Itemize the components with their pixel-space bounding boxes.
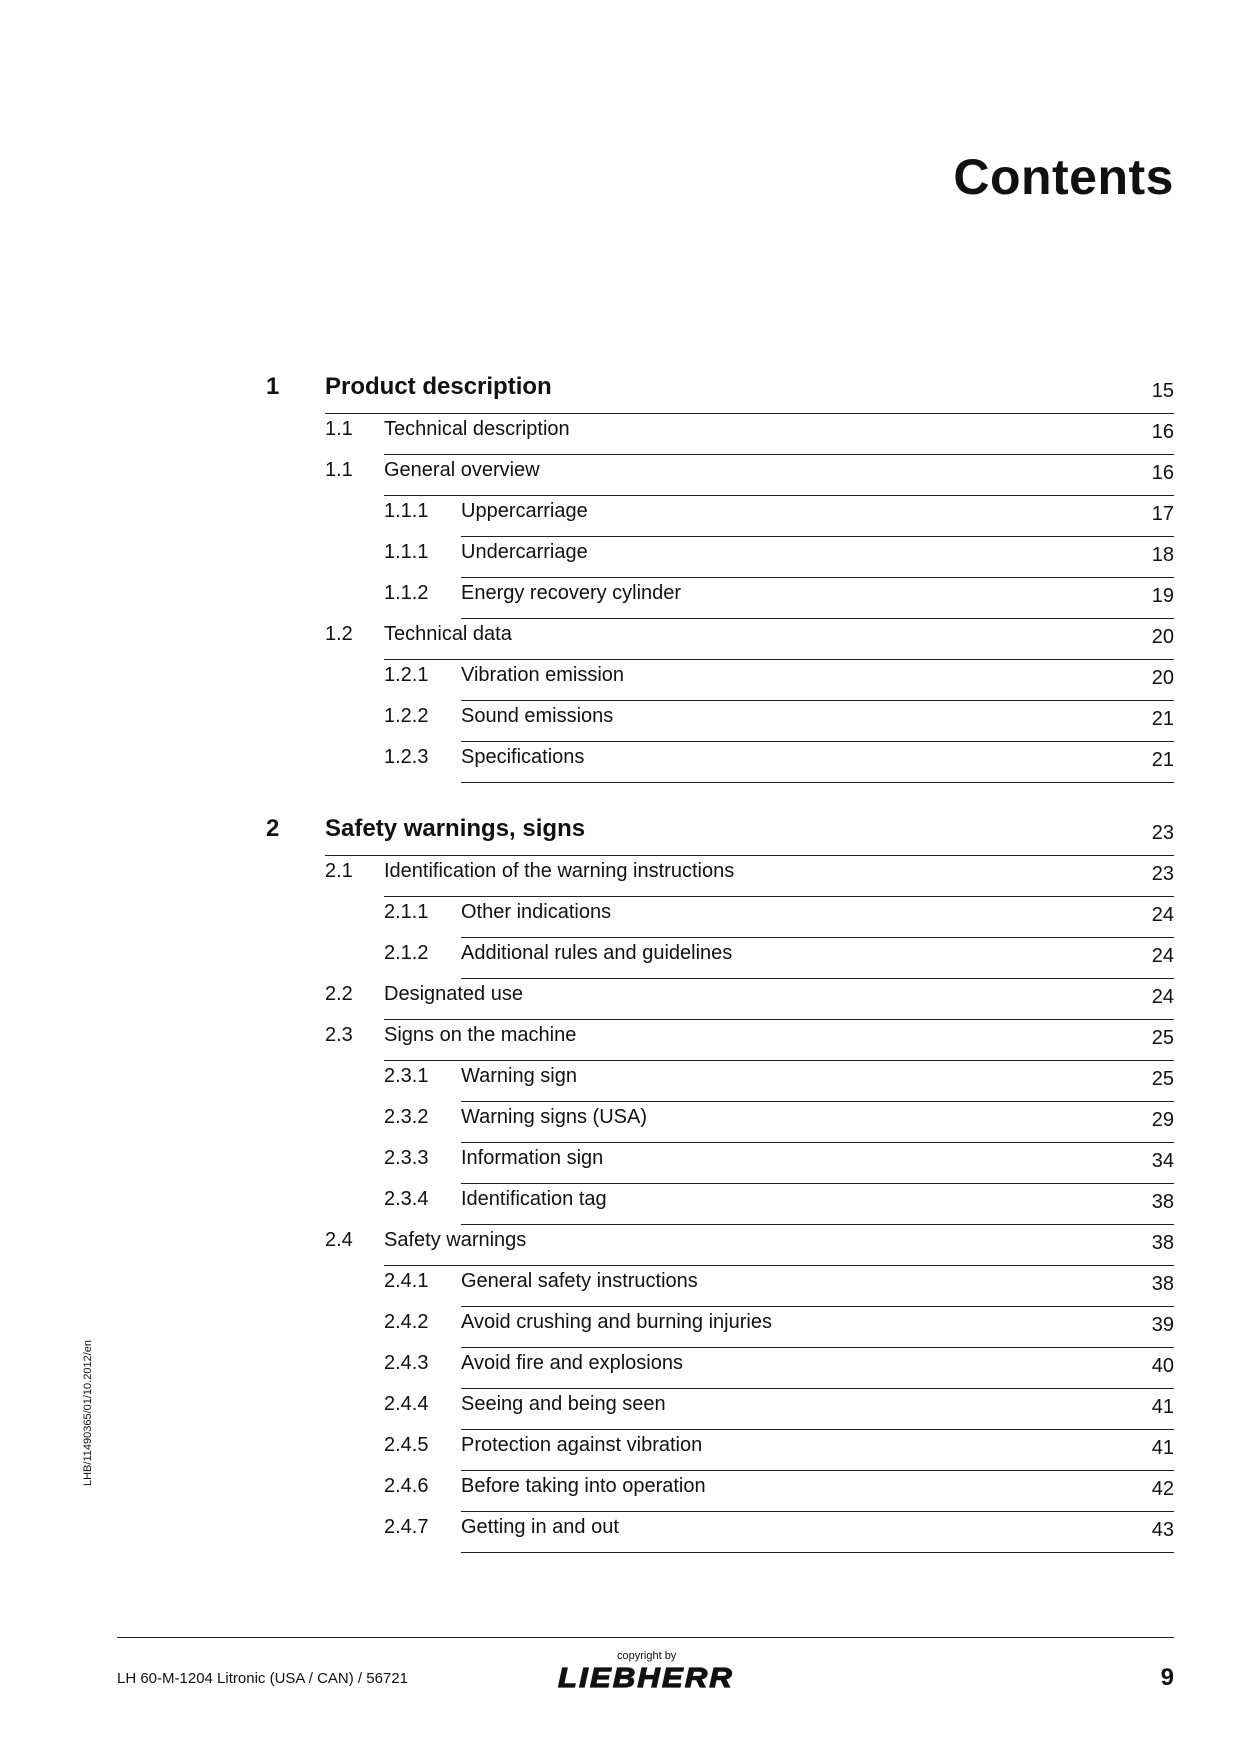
toc-entry[interactable] [0, 1431, 1241, 1471]
toc-page-number: 20 [1151, 667, 1174, 689]
toc-section-number: 2 [266, 815, 280, 842]
toc-underline [461, 1429, 1174, 1430]
toc-section-number: 1.1.2 [384, 582, 429, 604]
toc-section-title: Undercarriage [461, 541, 588, 563]
toc-page-number: 38 [1151, 1232, 1174, 1254]
toc-underline [461, 1306, 1174, 1307]
page-number: 9 [1160, 1664, 1174, 1691]
toc-page-number: 25 [1151, 1068, 1174, 1090]
toc-page-number: 29 [1151, 1109, 1174, 1131]
toc-section-number: 2.4.6 [384, 1475, 429, 1497]
toc-section-number: 1.1.1 [384, 500, 429, 522]
toc-underline [461, 1183, 1174, 1184]
toc-entry[interactable] [0, 1185, 1241, 1225]
toc-page-number: 21 [1151, 749, 1174, 771]
toc-underline [461, 1142, 1174, 1143]
toc-underline [461, 1101, 1174, 1102]
toc-entry[interactable] [0, 980, 1241, 1020]
toc-page-number: 41 [1151, 1437, 1174, 1459]
toc-underline [461, 577, 1174, 578]
svg-text:LIEBHERR: LIEBHERR [558, 1663, 734, 1693]
toc-section-number: 2.4.2 [384, 1311, 429, 1333]
toc-page-number: 40 [1151, 1355, 1174, 1377]
toc-section-number: 1.1 [325, 418, 353, 440]
toc-page-number: 17 [1151, 503, 1174, 525]
toc-section-title: General overview [384, 459, 540, 481]
toc-section-number: 2.3.2 [384, 1106, 429, 1128]
toc-underline [461, 1511, 1174, 1512]
toc-entry[interactable] [0, 1226, 1241, 1266]
toc-section-title: Warning signs (USA) [461, 1106, 647, 1128]
toc-section-title: Getting in and out [461, 1516, 619, 1538]
toc-page-number: 16 [1151, 462, 1174, 484]
toc-section-title: Energy recovery cylinder [461, 582, 682, 604]
toc-section-number: 2.4.4 [384, 1393, 429, 1415]
toc-section-title: Warning sign [461, 1065, 577, 1087]
toc-section-number: 1.1 [325, 459, 353, 481]
toc-entry[interactable] [0, 702, 1241, 742]
footer-document-reference: LH 60-M-1204 Litronic (USA / CAN) / 56721 [117, 1670, 408, 1687]
toc-section-number: 2.3 [325, 1024, 353, 1046]
toc-page-number: 18 [1151, 544, 1174, 566]
toc-underline [461, 1224, 1174, 1225]
toc-section-title: Identification of the warning instructions [384, 860, 735, 882]
toc-section-title: Safety warnings [384, 1229, 527, 1251]
toc-entry[interactable] [0, 1349, 1241, 1389]
toc-entry[interactable] [0, 1472, 1241, 1512]
toc-underline [461, 978, 1174, 979]
toc-page-number: 24 [1151, 986, 1174, 1008]
toc-section-title: Protection against vibration [461, 1434, 703, 1456]
toc-page-number: 24 [1151, 945, 1174, 967]
toc-entry[interactable] [0, 1144, 1241, 1184]
toc-section-title: Sound emissions [461, 705, 614, 727]
toc-section-number: 2.1 [325, 860, 353, 882]
toc-page-number: 39 [1151, 1314, 1174, 1336]
toc-page-number: 16 [1151, 421, 1174, 443]
toc-underline [384, 495, 1174, 496]
toc-entry[interactable] [0, 497, 1241, 537]
toc-underline [384, 896, 1174, 897]
toc-section-number: 2.2 [325, 983, 353, 1005]
toc-page-number: 19 [1151, 585, 1174, 607]
toc-entry[interactable] [0, 456, 1241, 496]
toc-section-title: Avoid crushing and burning injuries [461, 1311, 772, 1333]
toc-section-title: Technical description [384, 418, 570, 440]
toc-underline [384, 1019, 1174, 1020]
toc-section-number: 2.1.1 [384, 901, 429, 923]
toc-entry[interactable] [0, 415, 1241, 455]
toc-underline [461, 1347, 1174, 1348]
toc-entry[interactable] [0, 1062, 1241, 1102]
toc-underline [461, 1470, 1174, 1471]
toc-entry[interactable] [0, 1103, 1241, 1143]
toc-entry[interactable] [0, 1267, 1241, 1307]
toc-section-title: Technical data [384, 623, 512, 645]
toc-underline [461, 1388, 1174, 1389]
toc-underline [461, 1552, 1174, 1553]
toc-entry[interactable] [0, 1308, 1241, 1348]
toc-page-number: 15 [1151, 380, 1174, 402]
toc-entry[interactable] [0, 1513, 1241, 1553]
toc-page-number: 20 [1151, 626, 1174, 648]
toc-chapter[interactable] [0, 816, 1241, 856]
toc-section-title: Uppercarriage [461, 500, 588, 522]
toc-section-number: 2.4.3 [384, 1352, 429, 1374]
toc-page-number: 24 [1151, 904, 1174, 926]
toc-page-number: 41 [1151, 1396, 1174, 1418]
toc-entry[interactable] [0, 1390, 1241, 1430]
toc-section-number: 2.4.7 [384, 1516, 429, 1538]
document-id-side-note: LHB/11490365/01/10.2012/en [82, 1340, 94, 1486]
toc-entry[interactable] [0, 620, 1241, 660]
toc-section-title: Other indications [461, 901, 612, 923]
copyright-label: copyright by [617, 1650, 677, 1662]
toc-underline [461, 741, 1174, 742]
toc-section-number: 2.4.5 [384, 1434, 429, 1456]
toc-section-title: Signs on the machine [384, 1024, 577, 1046]
toc-underline [384, 454, 1174, 455]
toc-underline [384, 1265, 1174, 1266]
toc-section-title: Avoid fire and explosions [461, 1352, 683, 1374]
toc-section-number: 2.3.3 [384, 1147, 429, 1169]
toc-section-number: 2.4 [325, 1229, 353, 1251]
toc-underline [461, 937, 1174, 938]
toc-underline [461, 782, 1174, 783]
toc-underline [461, 536, 1174, 537]
toc-page-number: 34 [1151, 1150, 1174, 1172]
toc-underline [384, 659, 1174, 660]
footer-divider [117, 1637, 1174, 1638]
toc-section-number: 1 [266, 373, 280, 400]
toc-entry[interactable] [0, 661, 1241, 701]
toc-section-title: Identification tag [461, 1188, 607, 1210]
toc-page-number: 21 [1151, 708, 1174, 730]
toc-section-title: Before taking into operation [461, 1475, 706, 1497]
toc-entry[interactable] [0, 538, 1241, 578]
toc-section-title: Additional rules and guidelines [461, 942, 733, 964]
toc-section-number: 2.3.1 [384, 1065, 429, 1087]
toc-entry[interactable] [0, 857, 1241, 897]
toc-entry[interactable] [0, 939, 1241, 979]
toc-section-title: Product description [325, 373, 552, 400]
toc-underline [461, 618, 1174, 619]
toc-section-number: 1.2.2 [384, 705, 429, 727]
toc-section-title: General safety instructions [461, 1270, 698, 1292]
toc-page-number: 42 [1151, 1478, 1174, 1500]
toc-underline [325, 855, 1174, 856]
toc-section-number: 2.3.4 [384, 1188, 429, 1210]
toc-section-number: 1.2.3 [384, 746, 429, 768]
liebherr-logo [558, 1663, 736, 1698]
toc-section-number: 1.2 [325, 623, 353, 645]
toc-entry[interactable] [0, 1021, 1241, 1061]
toc-page-number: 23 [1151, 863, 1174, 885]
toc-page-number: 43 [1151, 1519, 1174, 1541]
toc-section-number: 2.4.1 [384, 1270, 429, 1292]
page-title: Contents [953, 149, 1174, 205]
toc-chapter[interactable] [0, 374, 1241, 414]
toc-section-number: 1.1.1 [384, 541, 429, 563]
toc-section-title: Seeing and being seen [461, 1393, 666, 1415]
toc-entry[interactable] [0, 898, 1241, 938]
toc-underline [325, 413, 1174, 414]
toc-section-title: Safety warnings, signs [325, 815, 586, 842]
toc-page-number: 38 [1151, 1273, 1174, 1295]
toc-entry[interactable] [0, 743, 1241, 783]
toc-page-number: 25 [1151, 1027, 1174, 1049]
toc-underline [461, 700, 1174, 701]
toc-section-title: Designated use [384, 983, 523, 1005]
toc-section-title: Specifications [461, 746, 585, 768]
toc-page-number: 38 [1151, 1191, 1174, 1213]
toc-section-title: Vibration emission [461, 664, 625, 686]
toc-section-title: Information sign [461, 1147, 604, 1169]
toc-section-number: 2.1.2 [384, 942, 429, 964]
toc-page-number: 23 [1151, 822, 1174, 844]
toc-section-number: 1.2.1 [384, 664, 429, 686]
toc-underline [384, 1060, 1174, 1061]
toc-entry[interactable] [0, 579, 1241, 619]
